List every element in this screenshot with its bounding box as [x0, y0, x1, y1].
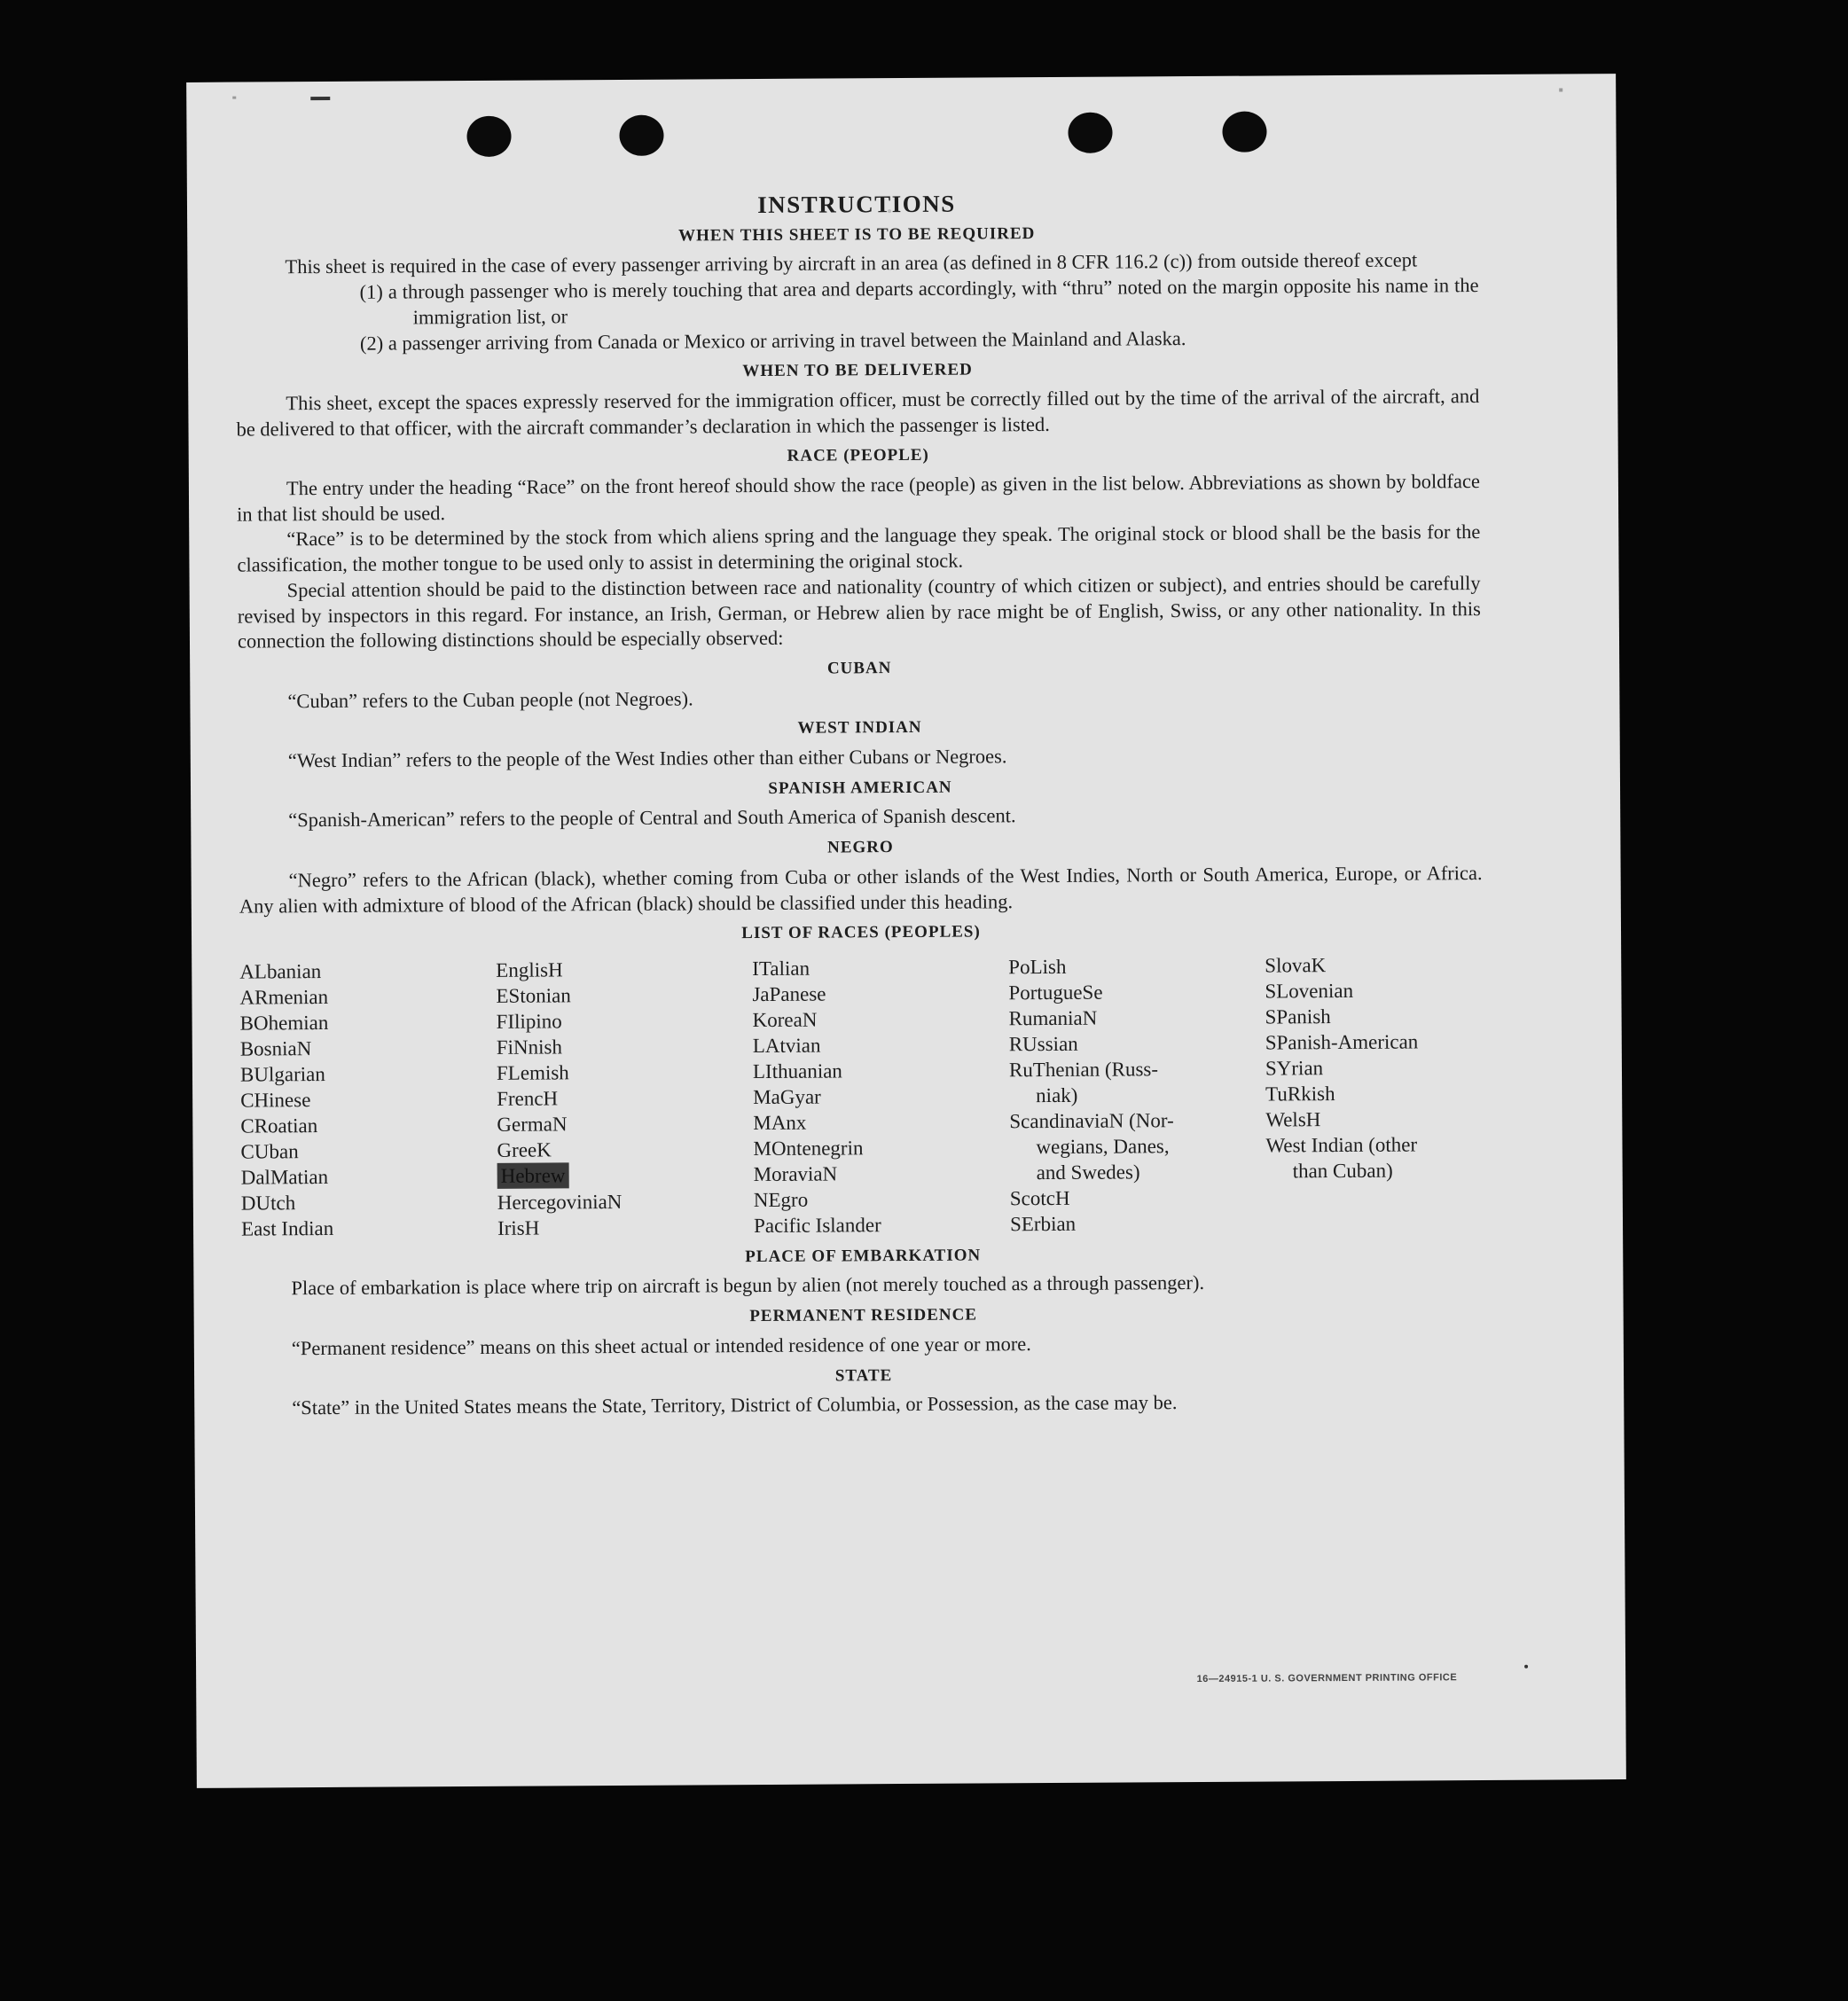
punch-hole	[1222, 112, 1266, 152]
race-list-item: MaGyar	[753, 1085, 821, 1109]
document-page	[186, 74, 1626, 1788]
race-list-item: than Cuban)	[1292, 1159, 1393, 1183]
race-list-item: EStonian	[496, 984, 571, 1007]
race-paragraph-1: The entry under the heading “Race” on the front hereof should show the race (people) as given in the list below. Abbreviations as shown by boldface in that list should be used.	[237, 470, 1480, 526]
race-list-item: PoLish	[1008, 955, 1067, 979]
race-list-item: KoreaN	[752, 1008, 818, 1032]
section-heading-west-indian: WEST INDIAN	[797, 718, 922, 739]
race-list-item: RumaniaN	[1008, 1006, 1098, 1030]
race-list-item: SPanish-American	[1265, 1030, 1419, 1054]
race-list-item: RUssian	[1008, 1032, 1078, 1056]
section-heading-embarkation: PLACE OF EMBARKATION	[745, 1246, 982, 1266]
race-list-item: FIlipino	[496, 1010, 562, 1033]
race-list-item: RuThenian (Russ-	[1008, 1058, 1159, 1082]
race-list-item: MoraviaN	[753, 1162, 838, 1186]
race-list-item: BOhemian	[239, 1011, 329, 1035]
speck	[1559, 88, 1562, 91]
race-list-column-1	[239, 958, 497, 1242]
required-item-1: (1) a through passenger who is merely touching that area and departs accordingly, with “thru” noted on the margin opposite his name in the immigration list, or	[359, 274, 1479, 329]
race-list-item: ITalian	[752, 957, 810, 981]
speck	[310, 97, 330, 100]
race-list-item: CUban	[240, 1140, 299, 1163]
race-list-item: SErbian	[1009, 1212, 1077, 1236]
race-list-item: ScandinaviaN (Nor-	[1009, 1109, 1174, 1133]
section-heading-spanish-american: SPANISH AMERICAN	[768, 778, 952, 798]
race-list-item: IrisH	[497, 1216, 540, 1239]
embarkation-text: Place of embarkation is place where trip on aircraft is begun by alien (not merely touched as a through passenger).	[291, 1271, 1205, 1300]
race-list-item: SYrian	[1265, 1057, 1324, 1080]
race-list-item: ScotcH	[1009, 1186, 1070, 1210]
race-list-column-4	[1008, 953, 1266, 1238]
race-paragraph-2: “Race” is to be determined by the stock from which aliens spring and the language they speak. The original stock or blood shall be the basis for the classification, the mother tongue to be used only to assist in determining the original stock.	[237, 520, 1481, 576]
page-title: INSTRUCTIONS	[757, 190, 956, 219]
negro-text: “Negro” refers to the African (black), whether coming from Cuba or other islands of the West Indies, North or South America, Europe, or Africa. Any alien with admixture of blood of the African (black) should be classified under this heading.	[239, 861, 1483, 918]
race-list-item: SlovaK	[1265, 954, 1327, 977]
race-list-item-struck: Hebrew	[497, 1162, 569, 1188]
race-list-item: and Swedes)	[1036, 1161, 1140, 1184]
race-list-item: FrencH	[497, 1087, 559, 1110]
race-list-column-2	[496, 956, 754, 1240]
race-list-item: MOntenegrin	[753, 1137, 864, 1161]
race-list-item: BUlgarian	[239, 1062, 325, 1086]
race-list-item: SPanish	[1265, 1005, 1331, 1028]
section-heading-race: RACE (PEOPLE)	[787, 446, 929, 466]
race-list-item: FLemish	[496, 1061, 569, 1084]
race-list-item: LAtvian	[752, 1034, 821, 1058]
required-item-2: (2) a passenger arriving from Canada or Mexico or arriving in travel between the Mainland and Alaska.	[359, 326, 1186, 355]
race-list-item: wegians, Danes,	[1036, 1135, 1170, 1159]
race-paragraph-3: Special attention should be paid to the distinction between race and nationality (country of which citizen or subject), and entries should be carefully revised by inspectors in this regard. For instance, an Irish, German, or Hebrew alien by race might be of English, Swiss, or any other nationality. In this connection the following distinctions should be especially observed:	[237, 571, 1481, 653]
race-list-item: West Indian (other	[1265, 1133, 1418, 1157]
punch-hole	[1068, 113, 1112, 153]
race-list-item: EnglisH	[496, 958, 563, 981]
punch-hole	[619, 115, 663, 156]
spanish-american-text: “Spanish-American” refers to the people of Central and South America of Spanish descent.	[288, 804, 1016, 832]
race-list-item: NEgro	[753, 1188, 809, 1212]
section-heading-list: LIST OF RACES (PEOPLES)	[741, 922, 981, 943]
punch-hole	[466, 116, 511, 157]
race-list-item: DalMatian	[240, 1165, 329, 1189]
race-list-item: GreeK	[497, 1138, 552, 1161]
cuban-text: “Cuban” refers to the Cuban people (not Negroes).	[287, 687, 693, 712]
race-list-item: SLovenian	[1265, 979, 1354, 1003]
race-list-column-3	[752, 954, 1010, 1239]
race-list-item: BosniaN	[239, 1037, 312, 1060]
printer-imprint: 16—24915-1 U. S. GOVERNMENT PRINTING OFFICE	[1196, 1672, 1458, 1685]
race-list-item: CHinese	[240, 1089, 311, 1112]
race-list-column-5	[1265, 951, 1484, 1236]
state-text: “State” in the United States means the State, Territory, District of Columbia, or Possession, as the case may be.	[292, 1391, 1178, 1419]
section-heading-cuban: CUBAN	[826, 659, 892, 678]
section-heading-delivered: WHEN TO BE DELIVERED	[742, 360, 973, 381]
speck	[232, 97, 236, 99]
residence-text: “Permanent residence” means on this sheet actual or intended residence of one year or more.	[291, 1332, 1031, 1360]
race-list-item: LIthuanian	[752, 1059, 842, 1083]
speck	[1524, 1665, 1528, 1669]
race-list-item: niak)	[1036, 1083, 1078, 1107]
race-list-item: GermaN	[497, 1113, 568, 1136]
race-list-item: DUtch	[240, 1192, 296, 1215]
section-heading-residence: PERMANENT RESIDENCE	[749, 1305, 978, 1326]
race-list-item: WelsH	[1265, 1108, 1321, 1131]
race-list-item: JaPanese	[752, 982, 826, 1006]
race-list-item: TuRkish	[1265, 1083, 1335, 1106]
race-list-item: MAnx	[753, 1111, 807, 1135]
race-list-item: PortugueSe	[1008, 981, 1103, 1004]
race-list-item: ALbanian	[239, 960, 322, 983]
section-heading-negro: NEGRO	[827, 838, 894, 857]
west-indian-text: “West Indian” refers to the people of the West Indies other than either Cubans or Negroes.	[287, 745, 1007, 772]
race-list-item: HercegoviniaN	[497, 1190, 623, 1214]
race-list-item: East Indian	[240, 1216, 334, 1240]
race-list-item: CRoatian	[240, 1114, 318, 1137]
race-list-item: FiNnish	[496, 1036, 563, 1059]
delivered-text: This sheet, except the spaces expressly reserved for the immigration officer, must be correctly filled out by the time of the arrival of the aircraft, and be delivered to that officer, with the aircraft commander’s declaration in which the passenger is listed.	[236, 384, 1480, 441]
required-intro: This sheet is required in the case of every passenger arriving by aircraft in an area (as defined in 8 CFR 116.2 (c)) from outside thereof except	[285, 248, 1418, 278]
instructions-content	[235, 188, 1485, 1421]
section-heading-state: STATE	[834, 1365, 893, 1385]
race-list-item: ARmenian	[239, 985, 329, 1009]
race-list-item: Pacific Islander	[753, 1214, 881, 1238]
race-list	[239, 951, 1484, 1242]
section-heading-required: WHEN THIS SHEET IS TO BE REQUIRED	[678, 223, 1036, 246]
